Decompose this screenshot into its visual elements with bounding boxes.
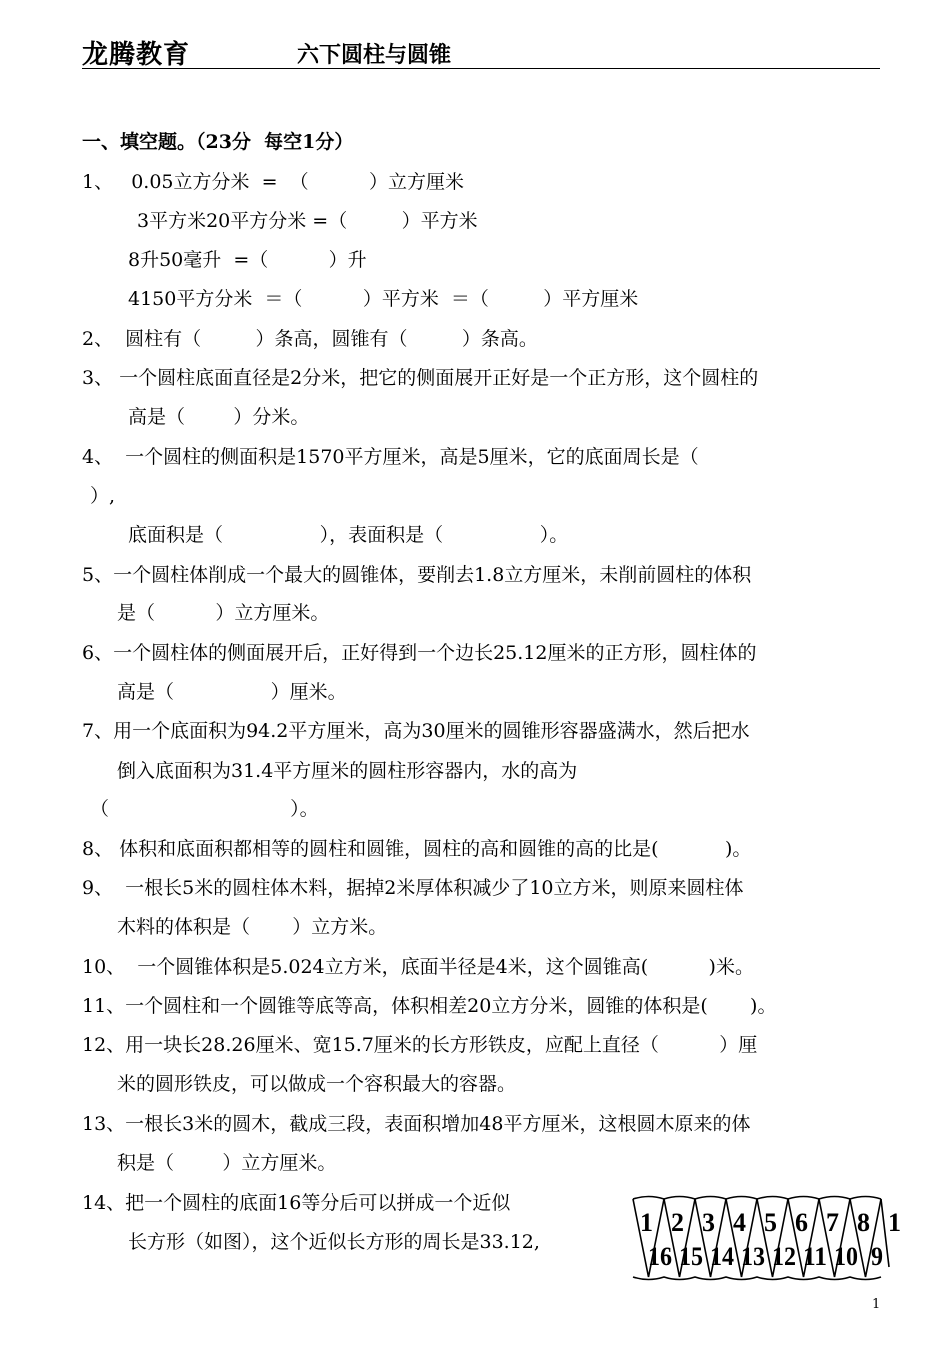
page-number: 1 <box>872 1297 881 1312</box>
sector-number-top: 1 <box>640 1208 653 1237</box>
question-line: 是（ ）立方厘米。 <box>117 602 330 624</box>
sector-number-top: 2 <box>671 1208 684 1237</box>
unit-title: 六下圆柱与圆锥 <box>297 42 452 68</box>
question-line: 3、 一个圆柱底面直径是2分米，把它的侧面展开正好是一个正方形，这个圆柱的 <box>82 367 759 389</box>
question-line: 6、一个圆柱体的侧面展开后，正好得到一个边长25.12厘米的正方形，圆柱体的 <box>82 642 757 664</box>
question-line: 米的圆形铁皮，可以做成一个容积最大的容器。 <box>117 1073 517 1095</box>
question-line: 木料的体积是（ ）立方米。 <box>117 916 388 938</box>
question-line: 底面积是（ ），表面积是（ ）。 <box>128 524 569 546</box>
figure-bottom-arc <box>633 1277 881 1280</box>
question-line: 14、把一个圆柱的底面16等分后可以拼成一个近似 <box>82 1192 511 1214</box>
question-line: 9、 一根长5米的圆柱体木料，据掉2米厚体积减少了10立方米，则原来圆柱体 <box>82 877 744 899</box>
sector-number-top: 1 <box>888 1208 901 1237</box>
question-line: （ ）。 <box>90 798 319 820</box>
sector-number-bottom: 9 <box>871 1242 883 1271</box>
question-line: 积是（ ）立方厘米。 <box>117 1152 337 1174</box>
question-line: 13、一根长3米的圆木，截成三段，表面积增加48平方厘米，这根圆木原来的体 <box>82 1113 751 1135</box>
question-line: 4、 一个圆柱的侧面积是1570平方厘米，高是5厘米，它的底面周长是（ <box>82 446 699 468</box>
sector-rectangle-figure <box>627 1193 901 1287</box>
sector-number-bottom: 10 <box>834 1242 858 1271</box>
sector-number-bottom: 12 <box>772 1242 796 1271</box>
sector-number-top: 3 <box>702 1208 715 1237</box>
question-line: 2、 圆柱有（ ）条高，圆锥有（ ）条高。 <box>82 328 538 350</box>
question-line: ）, <box>90 485 116 507</box>
question-line: 3平方米20平方分米 =（ ）平方米 <box>137 210 478 232</box>
question-line: 5、一个圆柱体削成一个最大的圆锥体，要削去1.8立方厘米，未削前圆柱的体积 <box>82 564 752 586</box>
sector-number-top: 4 <box>733 1208 746 1237</box>
question-line: 1、 0.05立方分米 = （ ）立方厘米 <box>82 171 464 193</box>
sector-number-top: 7 <box>826 1208 839 1237</box>
figure-top-arc <box>633 1197 881 1200</box>
question-line: 8升50毫升 =（ ）升 <box>128 249 367 271</box>
question-line: 7、用一个底面积为94.2平方厘米，高为30厘米的圆锥形容器盛满水，然后把水 <box>82 720 750 742</box>
question-line: 高是（ ）分米。 <box>128 406 310 428</box>
question-line: 倒入底面积为31.4平方厘米的圆柱形容器内，水的高为 <box>117 760 578 782</box>
sector-number-top: 6 <box>795 1208 808 1237</box>
question-line: 12、用一块长28.26厘米、宽15.7厘米的长方形铁皮，应配上直径（ ）厘 <box>82 1034 758 1056</box>
sector-number-bottom: 13 <box>741 1242 765 1271</box>
question-line: 高是（ ）厘米。 <box>117 681 347 703</box>
sector-number-top: 8 <box>857 1208 870 1237</box>
sector-number-bottom: 15 <box>679 1242 703 1271</box>
question-line: 4150平方分米 ＝（ ）平方米 ＝（ ）平方厘米 <box>128 288 639 310</box>
sector-number-bottom: 11 <box>803 1242 827 1271</box>
sector-number-bottom: 14 <box>710 1242 734 1271</box>
sector-number-top: 5 <box>764 1208 777 1237</box>
question-line: 10、 一个圆锥体积是5.024立方米，底面半径是4米，这个圆锥高( )米。 <box>82 956 754 978</box>
sector-number-bottom: 16 <box>648 1242 672 1271</box>
page-header <box>82 34 880 69</box>
section-title: 一、填空题。（23分 每空1分） <box>82 131 354 153</box>
question-line: 11、一个圆柱和一个圆锥等底等高，体积相差20立方分米，圆锥的体积是( )。 <box>82 995 777 1017</box>
question-line: 8、 体积和底面积都相等的圆柱和圆锥，圆柱的高和圆锥的高的比是( )。 <box>82 838 752 860</box>
brand-name: 龙腾教育 <box>82 40 191 70</box>
figure-svg <box>627 1193 901 1283</box>
question-line: 长方形（如图），这个近似长方形的周长是33.12, <box>128 1231 540 1253</box>
